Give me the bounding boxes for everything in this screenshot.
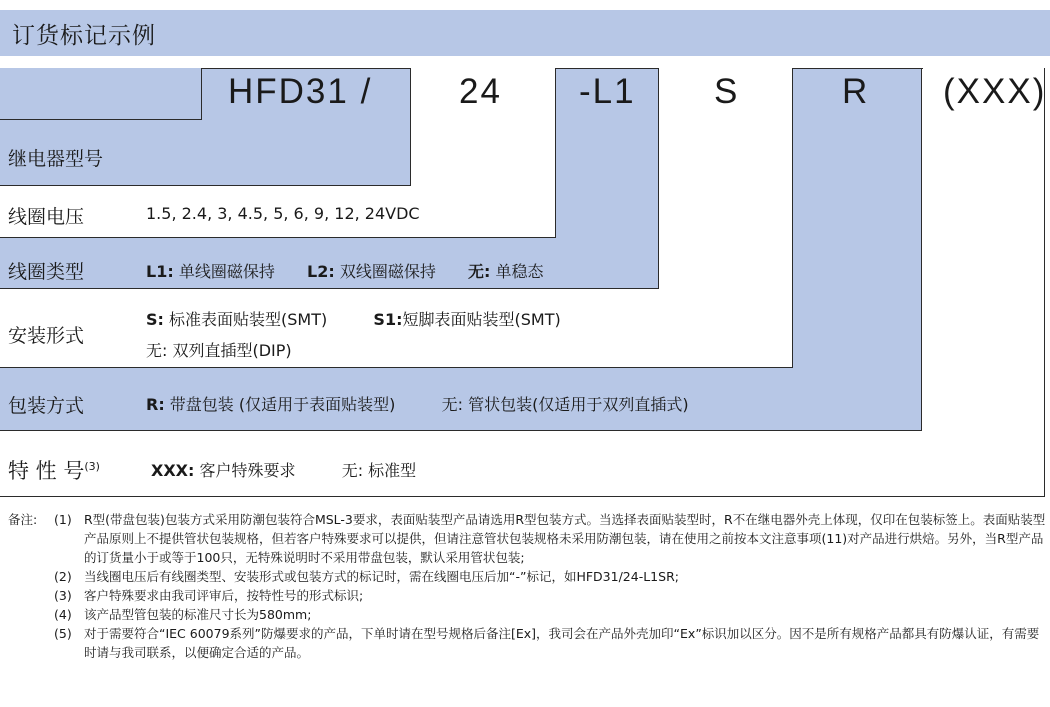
note-item bbox=[8, 586, 1048, 605]
code-voltage: 24 bbox=[459, 72, 502, 111]
model-bottom-line bbox=[0, 185, 411, 186]
pack-none-text: 管状包装(仅适用于双列直插式) bbox=[462, 395, 689, 414]
packing-column bbox=[792, 68, 922, 368]
coil-none-key: 无: bbox=[468, 262, 491, 281]
special-right-line bbox=[1044, 68, 1045, 497]
special-xxx-text: 客户特殊要求 bbox=[194, 461, 296, 480]
mount-s1-text: 短脚表面贴装型(SMT) bbox=[402, 310, 561, 329]
coil-none-text: 单稳态 bbox=[490, 262, 544, 281]
packing-values bbox=[146, 392, 689, 415]
coil-bottom-line bbox=[0, 288, 659, 289]
coil-l1-key: L1: bbox=[146, 262, 174, 281]
coil-top-line bbox=[555, 68, 659, 69]
special-none-text: 标准型 bbox=[363, 461, 417, 480]
mount-s-text: 标准表面贴装型(SMT) bbox=[163, 310, 328, 329]
coil-l2-key: L2: bbox=[307, 262, 335, 281]
coil-right-line bbox=[658, 68, 659, 289]
packing-bottom-line bbox=[0, 430, 922, 431]
special-label: 特 性 号$^{(3)}$ bbox=[8, 459, 100, 483]
special-footnote-ref: (3) bbox=[84, 460, 100, 473]
packing-label: 包装方式 bbox=[8, 395, 85, 417]
mounting-bottom-line bbox=[0, 367, 793, 368]
mount-s-key: S: bbox=[146, 310, 164, 329]
notes-section bbox=[8, 510, 1048, 662]
mounting-line1 bbox=[146, 307, 561, 330]
model-row-top bbox=[0, 119, 201, 120]
code-mounting: S bbox=[714, 72, 740, 111]
code-packing: R bbox=[842, 72, 870, 111]
code-special: (XXX) bbox=[943, 72, 1047, 111]
voltage-right-line bbox=[555, 68, 556, 238]
special-values bbox=[151, 458, 416, 481]
note-number: (2) bbox=[54, 569, 72, 584]
coil-l1-text: 单线圈磁保持 bbox=[173, 262, 275, 281]
coil-l2-text: 双线圈磁保持 bbox=[334, 262, 436, 281]
pack-r-key: R: bbox=[146, 395, 165, 414]
note-item bbox=[8, 605, 1048, 624]
mounting-right-line bbox=[792, 68, 793, 368]
voltage-bottom-line bbox=[0, 237, 556, 238]
voltage-values: 1.5, 2.4, 3, 4.5, 5, 6, 9, 12, 24VDC bbox=[146, 204, 420, 223]
title-bar bbox=[0, 10, 1050, 56]
mounting-line2 bbox=[146, 338, 292, 361]
model-top-line bbox=[201, 68, 411, 69]
code-model: HFD31 / bbox=[228, 72, 373, 111]
note-item bbox=[8, 567, 1048, 586]
note-text: R型(带盘包装)包装方式采用防潮包装符合MSL-3要求，表面贴装型产品请选用R型包装方式。当选择表面贴装型时，R不在继电器外壳上体现，仅印在包装标签上。表面贴装型产品原则上不提供管状包装规格，但若客户特殊要求可以提供，但请注意管状包装规格未采用防潮包装，请在使用之前按本文注意事项(11)对产品进行烘焙。另外，当R型产品的订货量小于或等于100只，无特殊说明时不采用带盘包装，默认采用管状包装; bbox=[84, 512, 1046, 565]
coil-type-values bbox=[146, 259, 544, 282]
notes-heading: 备注: bbox=[8, 512, 38, 527]
note-text: 当线圈电压后有线圈类型、安装形式或包装方式的标记时，需在线圈电压后加“-”标记，如HFD31/24-L1SR; bbox=[84, 569, 679, 584]
note-item bbox=[8, 624, 1048, 662]
note-number: (1) bbox=[54, 512, 72, 527]
model-right-line bbox=[410, 68, 411, 186]
note-number: (5) bbox=[54, 626, 72, 641]
note-number: (3) bbox=[54, 588, 72, 603]
pack-r-text: 带盘包装 (仅适用于表面贴装型) bbox=[164, 395, 396, 414]
special-xxx-key: XXX: bbox=[151, 461, 195, 480]
pack-none-key: 无: bbox=[441, 395, 463, 414]
note-text: 对于需要符合“IEC 60079系列”防爆要求的产品，下单时请在型号规格后备注[Ex]，我司会在产品外壳加印“Ex”标识加以区分。因不是所有规格产品都具有防爆认证，有需要时请与我司联系，以便确定合适的产品。 bbox=[84, 626, 1040, 660]
note-number: (4) bbox=[54, 607, 72, 622]
special-none-key: 无: bbox=[341, 461, 364, 480]
note-text: 该产品型管包装的标准尺寸长为580mm; bbox=[84, 607, 312, 622]
note-item bbox=[8, 510, 1048, 567]
model-step-vertical bbox=[201, 68, 202, 120]
mounting-label: 安装形式 bbox=[8, 325, 85, 347]
special-bottom-line bbox=[0, 496, 1045, 497]
packing-top-line bbox=[792, 68, 923, 69]
code-coil-type: -L1 bbox=[579, 72, 636, 111]
mount-s1-key: S1: bbox=[373, 310, 403, 329]
coil-type-label: 线圈类型 bbox=[8, 261, 85, 283]
note-text: 客户特殊要求由我司评审后，按特性号的形式标识; bbox=[84, 588, 364, 603]
voltage-label: 线圈电压 bbox=[8, 206, 85, 228]
mount-none-key: 无: bbox=[146, 341, 168, 360]
page-title: 订货标记示例 bbox=[12, 23, 156, 49]
packing-right-line bbox=[921, 68, 922, 431]
mount-none-text: 双列直插型(DIP) bbox=[167, 341, 292, 360]
model-label: 继电器型号 bbox=[8, 148, 104, 170]
